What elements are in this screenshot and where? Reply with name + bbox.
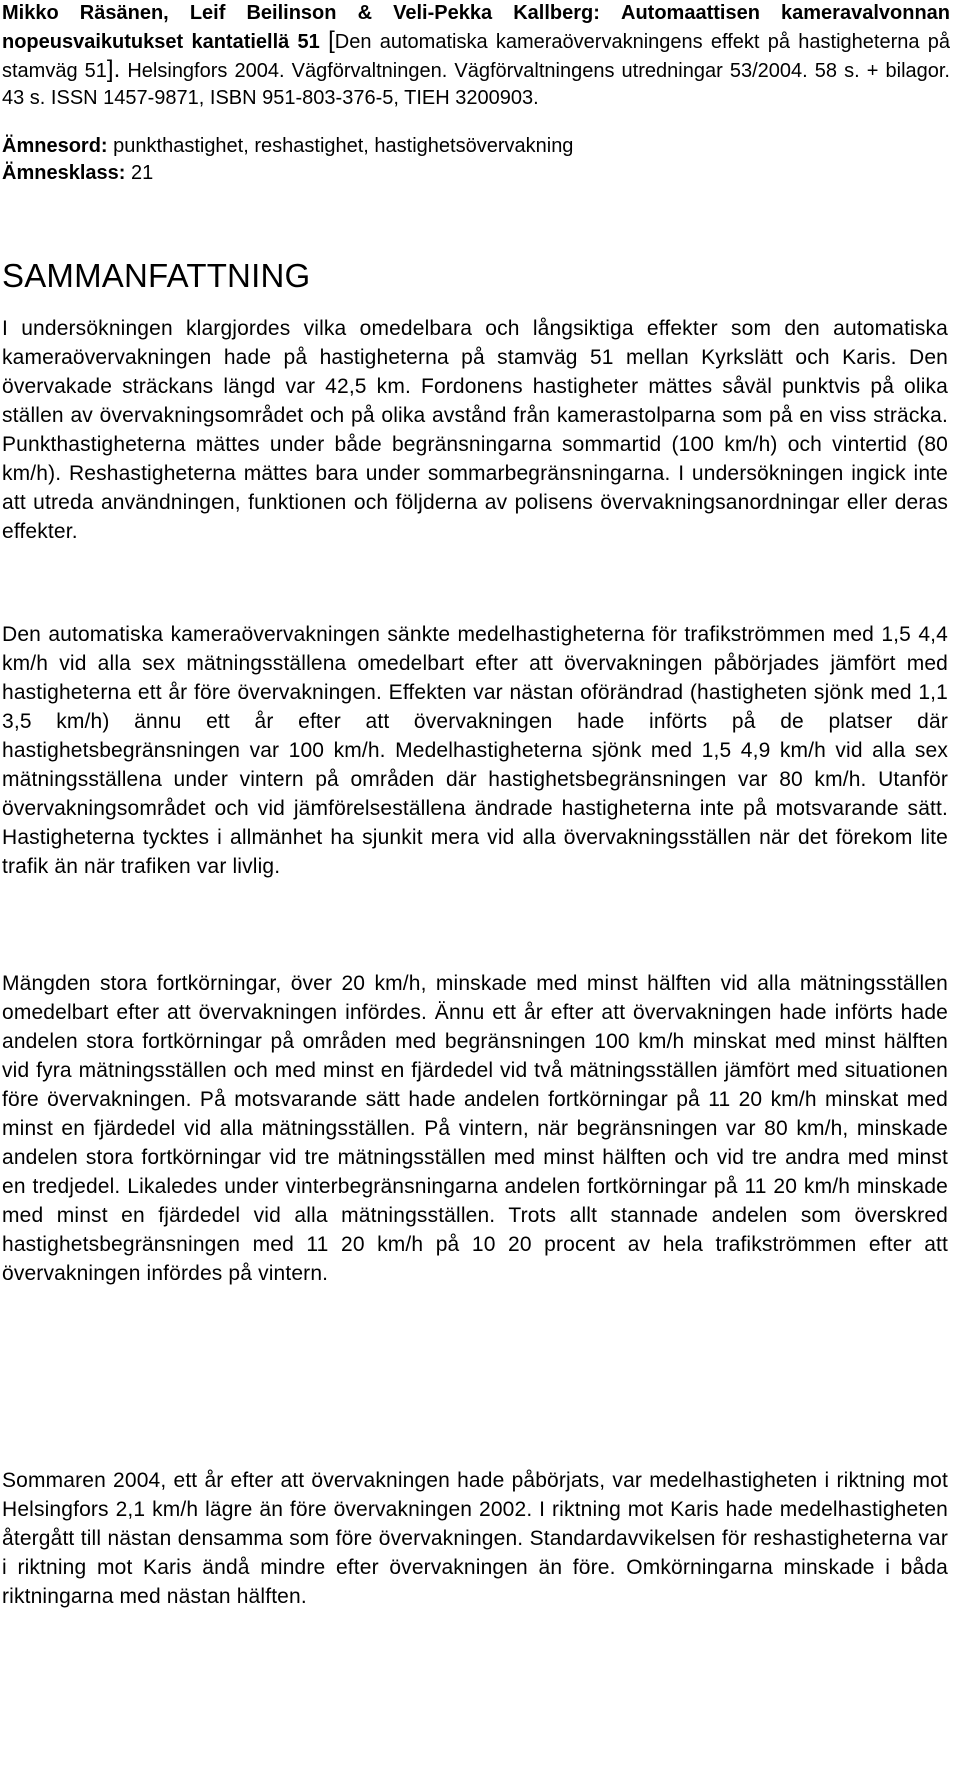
bibliographic-reference — [2, 0, 950, 112]
reference-swedish-title: Den automatiska kameraövervakningens effekt på hastigheterna på stamväg 51 — [2, 31, 951, 82]
reference-authors: Mikko Räsänen, Leif Beilinson & Veli-Pekka Kallberg: — [2, 2, 600, 24]
summary-paragraph-3: Mängden stora fortkörningar, över 20 km/h, minskade med minst hälften vid alla mätningsställen omedelbart efter att övervakningen infördes. Ännu ett år efter att övervakningen hade införts hade andelen stora fortkörningar på områden med begränsningen 100 km/h minskat med minst hälften vid fyra mätningsställen och med minst en fjärdedel vid två mätningsställen jämfört med situationen före övervakningen. På motsvarande sätt hade andelen fortkörningar på 11 20 km/h minskat med minst en fjärdedel vid alla mätningsställen. På vintern, när begränsningen var 80 km/h, minskade andelen stora fortkörningar vid tre mätningsställen med minst hälften och vid tre andra med minst en tredjedel. Likaledes under vinterbegränsningarna andelen fortkörningar på 11 20 km/h minskade med minst en fjärdedel vid alla mätningsställen. Trots allt stannade andelen som överskred hastighetsbegränsningen med 11 20 km/h på 10 20 procent av hela trafikströmmen efter att övervakningen infördes på vintern. — [2, 972, 948, 1285]
reference-bracket-close: ]. — [106, 56, 121, 83]
reference-title: Automaattisen kameravalvonnan nopeusvaikutukset kantatiellä 51 — [2, 2, 951, 53]
reference-publication: Helsingfors 2004. Vägförvaltningen. Vägförvaltningens utredningar 53/2004. 58 s. + bilagor. 43 s. ISSN 1457-9871, ISBN 951-803-376-5, TIEH 3200903. — [2, 60, 950, 109]
reference-bracket-open: [ — [328, 27, 335, 54]
summary-paragraph-4: Sommaren 2004, ett år efter att övervakningen hade påbörjats, var medelhastigheten i riktning mot Helsingfors 2,1 km/h lägre än före övervakningen 2002. I riktning mot Karis hade medelhastigheten återgått till nästan densamma som före övervakningen. Standardavvikelsen för reshastigheterna var i riktning mot Karis ändå mindre efter övervakningen än före. Omkörningarna minskade i båda riktningarna med nästan hälften. — [2, 1469, 948, 1608]
summary-paragraph-1: I undersökningen klargjordes vilka omedelbara och långsiktiga effekter som den automatiska kameraövervakningen hade på hastigheterna på stamväg 51 mellan Kyrkslätt och Karis. Den övervakade sträckans längd var 42,5 km. Fordonens hastigheter mättes såväl punktvis på olika ställen av övervakningsområdet och på olika avstånd från kamerastolparna som på en viss sträcka. Punkthastigheterna mättes under både begränsningarna sommartid (100 km/h) och vintertid (80 km/h). Reshastigheterna mättes bara under sommarbegränsningarna. I undersökningen ingick inte att utreda användningen, funktionen och följderna av polisens övervakningsanordningar eller deras effekter. — [2, 317, 948, 543]
summary-paragraph-2: Den automatiska kameraövervakningen sänkte medelhastigheterna för trafikströmmen med 1,5 4,4 km/h vid alla sex mätningsställena omedelbart efter att övervakningen påbörjades jämfört med hastigheterna ett år före övervakningen. Effekten var nästan oförändrad (hastigheten sjönk med 1,1 3,5 km/h) ännu ett år efter att övervakningen hade införts på de platser där hastighetsbegränsningen var 100 km/h. Medelhastigheterna sjönk med 1,5 4,9 km/h vid alla sex mätningsställena under vintern på områden där hastighetsbegränsningen var 80 km/h. Utanför övervakningsområdet och vid jämförelseställena ändrade hastigheterna inte på motsvarande sätt. Hastigheterna tycktes i allmänhet ha sjunkit mera vid alla övervakningsställen när det förekom lite trafik än när trafiken var livlig. — [2, 623, 948, 878]
subject-keywords — [2, 133, 950, 160]
subject-class-value: 21 — [130, 162, 154, 184]
subject-class — [2, 160, 950, 187]
summary-heading: SAMMANFATTNING — [2, 257, 311, 294]
subject-keywords-label: Ämnesord: — [2, 135, 108, 157]
subject-class-label: Ämnesklass: — [2, 162, 126, 184]
subject-keywords-value: punkthastighet, reshastighet, hastighetsövervakning — [113, 135, 574, 157]
